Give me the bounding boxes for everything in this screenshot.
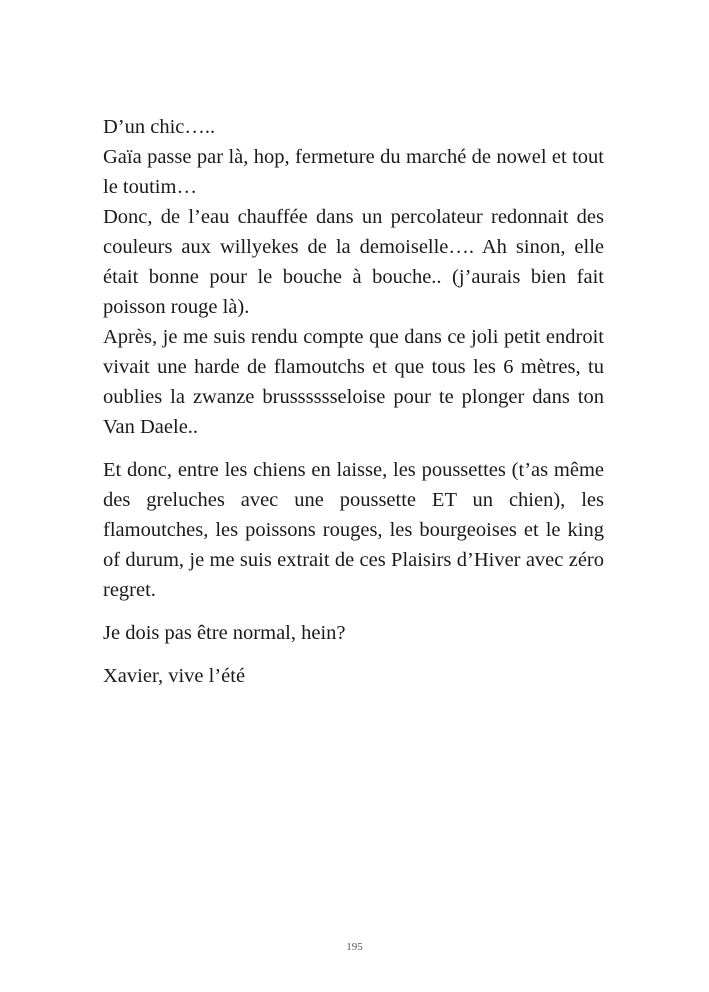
paragraph: Donc, de l’eau chauffée dans un percolateur redonnait des couleurs aux willyekes de la demoiselle…. Ah sinon, elle était bonne pour le bouche à bouche.. (j’aurais bien fait poisson rouge là). bbox=[103, 206, 604, 318]
paragraph: Après, je me suis rendu compte que dans ce joli petit endroit vivait une harde de flamoutchs et que tous les 6 mètres, tu oublies la zwanze brusssssseloise pour te plonger dans ton Van Daele.. bbox=[103, 326, 604, 438]
page-number: 195 bbox=[346, 941, 363, 953]
paragraph: Et donc, entre les chiens en laisse, les poussettes (t’as même des greluches avec une poussette ET un chien), les flamoutches, les poissons rouges, les bourgeoises et le king of durum, je me suis extrait de ces Plaisirs d’Hiver avec zéro regret. bbox=[103, 459, 604, 601]
paragraph: Je dois pas être normal, hein? bbox=[103, 622, 346, 644]
signature-line: Xavier, vive l’été bbox=[103, 665, 246, 687]
paragraph: D’un chic….. bbox=[103, 116, 216, 138]
page-body bbox=[103, 112, 604, 691]
paragraph: Gaïa passe par là, hop, fermeture du marché de nowel et tout le toutim… bbox=[103, 146, 604, 198]
